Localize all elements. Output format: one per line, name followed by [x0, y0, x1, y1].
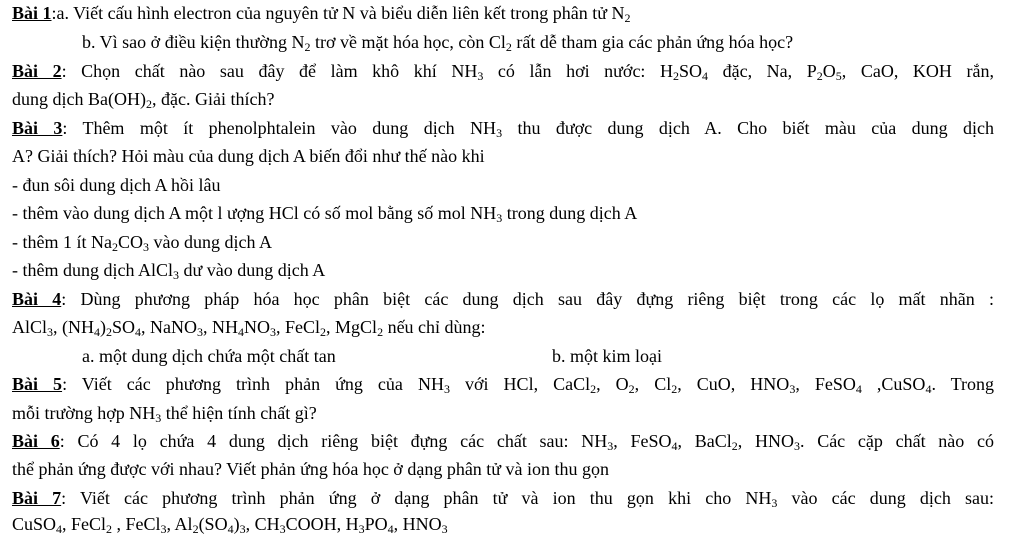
bai3-bullet-2: - thêm vào dung dịch A một l ượng HCl có số mol bằng số mol $NH_3$ trong dung dịch A: [12, 203, 638, 225]
bai5-line-2: mỗi trường hợp $NH_3$ thể hiện tính chất gì?: [12, 403, 317, 425]
bai4-line-1: Bài 4: Dùng phương pháp hóa học phân biệt các dung dịch sau đây đựng riêng biệt trong các lọ mất nhãn :: [12, 289, 994, 309]
bai5-line-1: Bài 5: Viết các phương trình phản ứng của $NH_3$ với HCl, CaCl$_2$, $O_2$, $Cl_2$, CuO, $HNO_3$, FeSO$_4$ ,CuSO$_4$. Trong: [12, 374, 995, 396]
bai4-label: Bài 4: [12, 289, 62, 309]
bai3-bullet-4: - thêm dung dịch AlCl$_3$ dư vào dung dịch A: [12, 260, 326, 282]
bai2-label: Bài 2: [12, 61, 62, 81]
bai6-label: Bài 6: [12, 431, 60, 451]
bai6-line-2: thể phản ứng được với nhau? Viết phản ứng hóa học ở dạng phân tử và ion thu gọn: [12, 459, 610, 479]
bai3-line-1: Bài 3: Thêm một ít phenolphtalein vào dung dịch $NH_3$ thu được dung dịch A. Cho biết màu của dung dịch: [12, 118, 994, 140]
bai3-bullet-3: - thêm 1 ít $Na_2CO_3$ vào dung dịch A: [12, 232, 272, 254]
bai3-line-2: A? Giải thích? Hỏi màu của dung dịch A biến đổi như thế nào khi: [12, 146, 485, 166]
bai1-line-b: b. Vì sao ở điều kiện thường $N_2$ trơ về mặt hóa học, còn $Cl_2$ rất dễ tham gia các phản ứng hóa học?: [82, 32, 794, 54]
bai7-label: Bài 7: [12, 488, 62, 508]
bai1-line-a: Bài 1:a. Viết cấu hình electron của nguyên tử N và biểu diễn liên kết trong phân tử $N_2$: [12, 3, 631, 25]
bai7-line-2: CuSO$_4$, FeCl$_2$ , FeCl$_3$, $Al_2(SO_4)_3$, $CH_3COOH$, $H_3PO_4$, $HNO_3$: [12, 514, 448, 536]
bai2-line-2: dung dịch $Ba(OH)_2$, đặc. Giải thích?: [12, 89, 275, 111]
bai6-line-1: Bài 6: Có 4 lọ chứa 4 dung dịch riêng biệt đựng các chất sau: $NH_3$, FeSO$_4$, BaCl$_2$, $HNO_3$. Các cặp chất nào có: [12, 431, 995, 453]
bai1-label: Bài 1: [12, 3, 52, 23]
bai3-bullet-1: - đun sôi dung dịch A hồi lâu: [12, 175, 221, 195]
bai2-line-1: Bài 2: Chọn chất nào sau đây để làm khô khí $NH_3$ có lẫn hơi nước: $H_2SO_4$ đặc, Na, $P_2O_5$, CaO, KOH rắn,: [12, 61, 994, 83]
bai3-label: Bài 3: [12, 118, 63, 138]
bai5-label: Bài 5: [12, 374, 63, 394]
bai4-option-a: a. một dung dịch chứa một chất tan: [82, 346, 336, 366]
bai7-line-1: Bài 7: Viết các phương trình phản ứng ở dạng phân tử và ion thu gọn khi cho $NH_3$ vào các dung dịch sau:: [12, 488, 994, 510]
bai4-option-b: b. một kim loại: [552, 346, 662, 366]
bai4-line-2: AlCl$_3$, $(NH_4)_2SO_4$, NaNO$_3$, $NH_4NO_3$, FeCl$_2$, MgCl$_2$ nếu chỉ dùng:: [12, 317, 486, 339]
